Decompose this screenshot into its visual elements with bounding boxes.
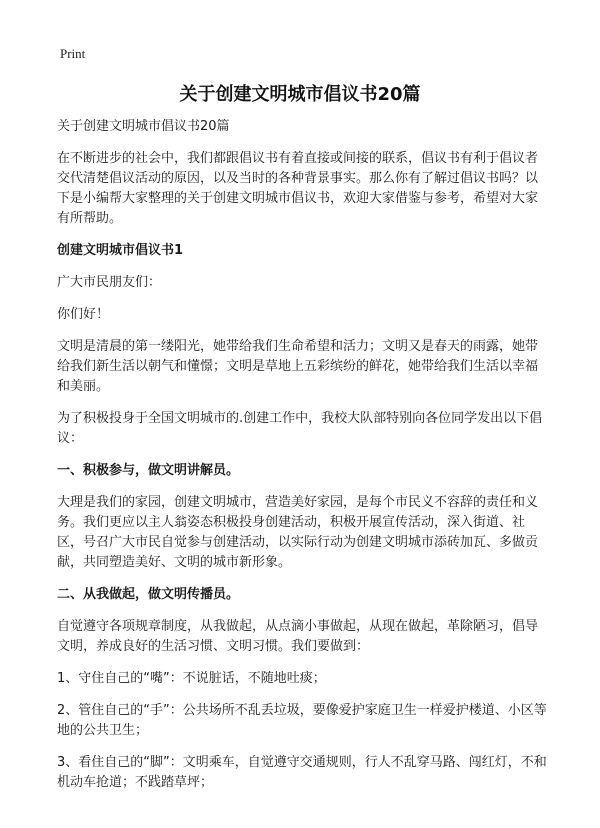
paragraph-2: 为了积极投身于全国文明城市的.创建工作中，我校大队部特别向各位同学发出以下倡议： [57, 411, 543, 446]
document-body [57, 117, 549, 805]
section-title: 创建文明城市倡议书1 [57, 243, 184, 258]
list-item-3: 3、看住自己的“脚”：文明乘车，自觉遵守交通规则，行人不乱穿马路、闯红灯，不和机动车抢道；不践踏草坪； [57, 755, 547, 790]
heading-1: 一、积极参与，做文明讲解员。 [57, 463, 240, 478]
list-item-2: 2、管住自己的“手”：公共场所不乱丢垃圾，要像爱护家庭卫生一样爱护楼道、小区等地的公共卫生； [57, 703, 547, 738]
heading-2: 二、从我做起，做文明传播员。 [57, 587, 240, 602]
paragraph-1: 文明是清晨的第一缕阳光，她带给我们生命希望和活力；文明又是春天的雨露，她带给我们新生活以朝气和懂憬；文明是草地上五彩缤纷的鲜花，她带给我们生活以幸福和美丽。 [57, 339, 539, 394]
greeting: 你们好！ [57, 307, 110, 322]
paragraph-4: 自觉遵守各项规章制度，从我做起，从点滴小事做起，从现在做起，革除陋习，倡导文明，养成良好的生活习惯、文明习惯。我们要做到： [57, 619, 539, 654]
greeting-recipient: 广大市民朋友们： [57, 275, 162, 290]
list-item-1: 1、守住自己的“嘴”：不说脏话，不随地吐痰； [57, 671, 326, 686]
intro-paragraph: 在不断进步的社会中，我们都跟倡议书有着直接或间接的联系，倡议书有利于倡议者交代清楚倡议活动的原因，以及当时的各种背景事实。那么你有了解过倡议书吗？以下是小编帮大家整理的关于创建文明城市倡议书，欢迎大家借鉴与参考，希望对大家有所帮助。 [57, 151, 539, 226]
paragraph-3: 大理是我们的家园，创建文明城市，营造美好家园，是每个市民义不容辞的责任和义务。我们更应以主人翁姿态积极投身创建活动，积极开展宣传活动，深入街道、社区，号召广大市民自觉参与创建活动，以实际行动为创建文明城市添砖加瓦、多做贡献，共同塑造美好、文明的城市新形象。 [57, 495, 539, 570]
print-label[interactable]: Print [60, 46, 86, 61]
document-subtitle: 关于创建文明城市倡议书20篇 [57, 119, 230, 134]
page-title: 关于创建文明城市倡议书20篇 [179, 84, 421, 105]
